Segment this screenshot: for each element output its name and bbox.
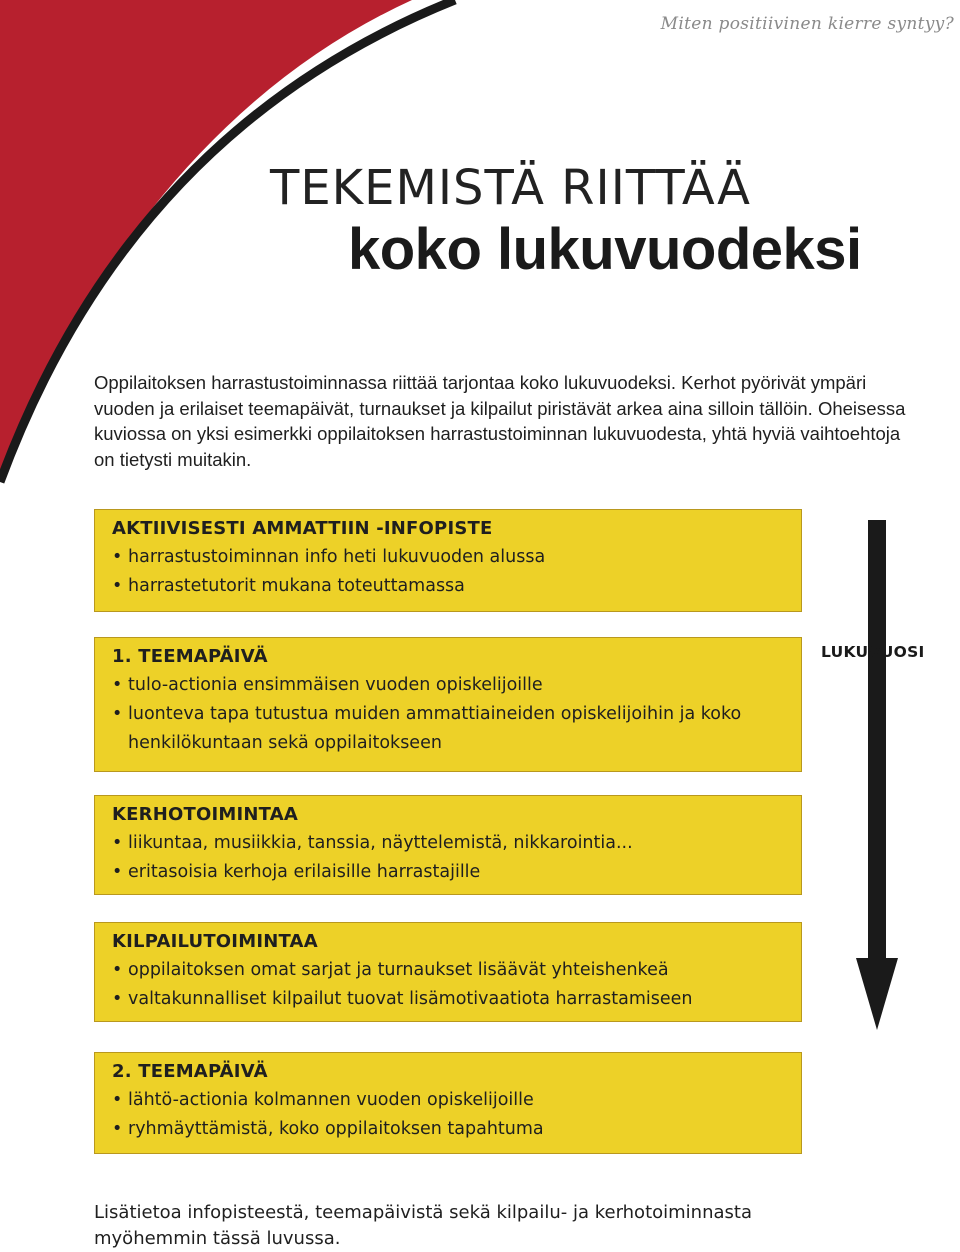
box-bullet: • harrastustoiminnan info heti lukuvuoden alussa (112, 543, 785, 572)
box-title: KILPAILUTOIMINTAA (112, 931, 318, 952)
page-title-line2: koko lukuvuodeksi (348, 217, 862, 282)
box-title: 2. TEEMAPÄIVÄ (112, 1061, 268, 1082)
box-bullet: • valtakunnalliset kilpailut tuovat lisämotivaatiota harrastamiseen (112, 985, 785, 1014)
box-teemapaiva-2 (94, 1052, 802, 1154)
timeline-arrow-icon (855, 518, 899, 1033)
box-bullet: • harrastetutorit mukana toteuttamassa (112, 572, 785, 601)
box-kerhotoiminta (94, 795, 802, 895)
box-kilpailutoiminta (94, 922, 802, 1022)
box-title: KERHOTOIMINTAA (112, 804, 298, 825)
box-title: AKTIIVISESTI AMMATTIIN -INFOPISTE (112, 518, 493, 539)
box-bullet: • eritasoisia kerhoja erilaisille harrastajille (112, 858, 785, 887)
header-tagline: Miten positiivinen kierre syntyy? (660, 14, 954, 34)
box-title: 1. TEEMAPÄIVÄ (112, 646, 268, 667)
box-bullet: • oppilaitoksen omat sarjat ja turnaukset lisäävät yhteishenkeä (112, 956, 785, 985)
box-bullet: • tulo-actionia ensimmäisen vuoden opiskelijoille (112, 671, 785, 700)
box-bullet: • lähtö-actionia kolmannen vuoden opiskelijoille (112, 1086, 785, 1115)
intro-paragraph: Oppilaitoksen harrastustoiminnassa riittää tarjontaa koko lukuvuodeksi. Kerhot pyörivät ympäri vuoden ja erilaiset teemapäivät, turnaukset ja kilpailut piristävät arkea aina silloin tällöin. Oheisessa kuviossa on yksi esimerkki oppilaitoksen harrastustoiminnan lukuvuodesta, yhtä hyviä vaihtoehtoja on tietysti muitakin. (94, 372, 906, 470)
page-title-line1: TEKEMISTÄ RIITTÄÄ (270, 160, 751, 216)
box-teemapaiva-1 (94, 637, 802, 772)
footer-note: Lisätietoa infopisteestä, teemapäivistä sekä kilpailu- ja kerhotoiminnasta myöhemmin tässä luvussa. (94, 1202, 752, 1249)
box-bullet: • liikuntaa, musiikkia, tanssia, näyttelemistä, nikkarointia... (112, 829, 785, 858)
box-infopiste (94, 509, 802, 612)
box-bullet: • luonteva tapa tutustua muiden ammattiaineiden opiskelijoihin ja koko henkilökuntaan sekä oppilaitokseen (112, 700, 785, 758)
box-bullet: • ryhmäyttämistä, koko oppilaitoksen tapahtuma (112, 1115, 785, 1144)
timeline-label: LUKUVUOSI (821, 643, 925, 661)
